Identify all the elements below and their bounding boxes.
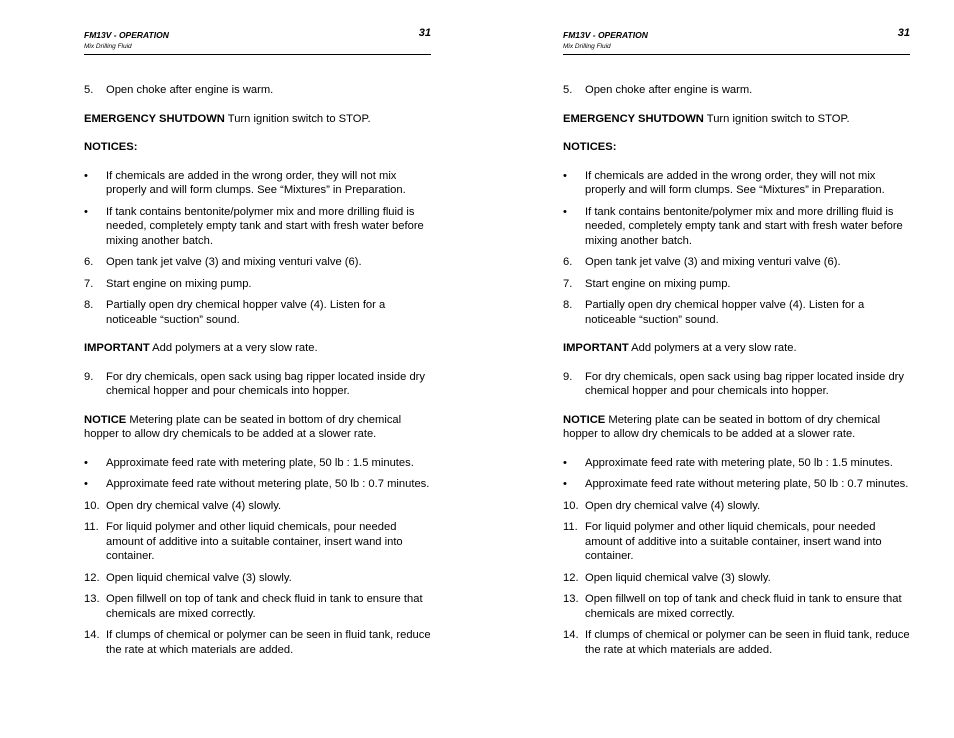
bullet-text: Approximate feed rate without metering plate, 50 lb : 0.7 minutes. — [106, 478, 430, 490]
bullet-marker: • — [84, 456, 88, 469]
step-8 — [84, 298, 434, 327]
step-text: Partially open dry chemical hopper valve (4). Listen for a noticeable “suction” sound. — [106, 299, 386, 326]
important-note — [563, 341, 913, 356]
step-7 — [84, 277, 434, 292]
step-text: Open tank jet valve (3) and mixing venturi valve (6). — [585, 256, 841, 268]
header-title: FM13V - OPERATION — [84, 30, 169, 40]
feed-rate-bullet-2 — [563, 477, 913, 492]
bullet-text: Approximate feed rate with metering plate, 50 lb : 1.5 minutes. — [585, 456, 893, 469]
emergency-shutdown-note — [563, 112, 913, 127]
step-marker: 10. — [84, 499, 100, 512]
important-label: IMPORTANT — [84, 342, 150, 354]
step-12 — [563, 571, 913, 586]
step-5 — [563, 83, 913, 98]
step-14 — [84, 628, 434, 657]
step-12 — [84, 571, 434, 586]
feed-rate-bullet-1 — [84, 456, 434, 471]
notice-text: Metering plate can be seated in bottom of dry chemical hopper to allow dry chemicals to be added at a slower rate. — [84, 413, 402, 440]
notice-bullet-2 — [563, 205, 913, 249]
step-5 — [84, 83, 434, 98]
bullet-text: If tank contains bentonite/polymer mix and more drilling fluid is needed, completely empty tank and start with fresh water before mixing another batch. — [585, 205, 903, 247]
step-text: Open liquid chemical valve (3) slowly. — [585, 571, 771, 584]
step-8 — [563, 298, 913, 327]
bullet-text: Approximate feed rate with metering plate, 50 lb : 1.5 minutes. — [106, 456, 414, 469]
bullet-marker: • — [84, 205, 88, 218]
bullet-marker: • — [563, 478, 567, 490]
page-content — [84, 83, 434, 657]
important-note — [84, 341, 434, 356]
header-subtitle: Mix Drilling Fluid — [563, 43, 611, 50]
bullet-marker: • — [563, 169, 567, 182]
page-header — [84, 0, 431, 55]
step-text: Open choke after engine is warm. — [106, 84, 274, 96]
step-marker: 12. — [84, 571, 100, 584]
emergency-text: Turn ignition switch to STOP. — [703, 112, 850, 125]
step-10 — [84, 499, 434, 514]
emergency-shutdown-note — [84, 112, 434, 127]
notices-heading: NOTICES: — [84, 141, 138, 153]
metering-notice — [84, 413, 434, 442]
page-content — [563, 83, 913, 657]
step-text: Open choke after engine is warm. — [585, 84, 753, 96]
step-9 — [563, 370, 913, 399]
step-text: For dry chemicals, open sack using bag ripper located inside dry chemical hopper and pour chemicals into hopper. — [585, 370, 905, 397]
step-text: For liquid polymer and other liquid chemicals, pour needed amount of additive into a suitable container, insert wand into container. — [585, 521, 882, 562]
notice-label: NOTICE — [563, 413, 606, 426]
important-label: IMPORTANT — [563, 342, 629, 354]
step-14 — [563, 628, 913, 657]
step-marker: 8. — [84, 299, 94, 311]
emergency-text: Turn ignition switch to STOP. — [224, 112, 371, 125]
feed-rate-bullet-1 — [563, 456, 913, 471]
step-marker: 6. — [84, 256, 94, 268]
step-text: Start engine on mixing pump. — [585, 277, 731, 290]
bullet-text: If tank contains bentonite/polymer mix and more drilling fluid is needed, completely empty tank and start with fresh water before mixing another batch. — [106, 205, 424, 247]
header-subtitle: Mix Drilling Fluid — [84, 43, 132, 50]
bullet-text: Approximate feed rate without metering plate, 50 lb : 0.7 minutes. — [585, 478, 909, 490]
notice-bullet-1 — [84, 169, 434, 198]
step-10 — [563, 499, 913, 514]
step-marker: 5. — [563, 84, 573, 96]
step-marker: 6. — [563, 256, 573, 268]
feed-rate-bullet-2 — [84, 477, 434, 492]
step-marker: 11. — [84, 521, 99, 533]
step-marker: 9. — [563, 370, 573, 383]
step-11 — [84, 520, 434, 564]
step-marker: 12. — [563, 571, 579, 584]
step-text: For dry chemicals, open sack using bag ripper located inside dry chemical hopper and pour chemicals into hopper. — [106, 370, 426, 397]
step-7 — [563, 277, 913, 292]
header-title: FM13V - OPERATION — [563, 30, 648, 40]
bullet-text: If chemicals are added in the wrong order, they will not mix properly and will form clumps. See “Mixtures” in Preparation. — [106, 169, 406, 196]
step-marker: 13. — [84, 593, 100, 605]
step-text: Partially open dry chemical hopper valve (4). Listen for a noticeable “suction” sound. — [585, 299, 865, 326]
bullet-marker: • — [84, 169, 88, 182]
bullet-text: If chemicals are added in the wrong order, they will not mix properly and will form clumps. See “Mixtures” in Preparation. — [585, 169, 885, 196]
step-text: If clumps of chemical or polymer can be seen in fluid tank, reduce the rate at which materials are added. — [585, 629, 910, 656]
step-marker: 10. — [563, 499, 579, 512]
important-text: Add polymers at a very slow rate. — [628, 342, 797, 354]
step-marker: 11. — [563, 521, 578, 533]
notice-bullet-2 — [84, 205, 434, 249]
step-text: Start engine on mixing pump. — [106, 277, 252, 290]
emergency-label: EMERGENCY SHUTDOWN — [563, 112, 704, 125]
bullet-marker: • — [563, 456, 567, 469]
step-marker: 13. — [563, 593, 579, 605]
notice-label: NOTICE — [84, 413, 127, 426]
step-text: Open liquid chemical valve (3) slowly. — [106, 571, 292, 584]
step-text: Open dry chemical valve (4) slowly. — [106, 499, 282, 512]
bullet-marker: • — [84, 478, 88, 490]
notices-heading: NOTICES: — [563, 141, 617, 153]
step-text: Open fillwell on top of tank and check fluid in tank to ensure that chemicals are mixed correctly. — [106, 593, 423, 620]
page-number: 31 — [897, 27, 910, 39]
step-marker: 9. — [84, 370, 94, 383]
important-text: Add polymers at a very slow rate. — [149, 342, 318, 354]
step-text: Open dry chemical valve (4) slowly. — [585, 499, 761, 512]
step-11 — [563, 520, 913, 564]
step-marker: 14. — [563, 629, 579, 641]
step-text: For liquid polymer and other liquid chemicals, pour needed amount of additive into a suitable container, insert wand into container. — [106, 521, 403, 562]
step-marker: 8. — [563, 299, 573, 311]
step-6 — [563, 255, 913, 270]
step-6 — [84, 255, 434, 270]
step-marker: 5. — [84, 84, 94, 96]
step-marker: 14. — [84, 629, 100, 641]
step-13 — [84, 592, 434, 621]
manual-page-right — [563, 0, 910, 656]
step-marker: 7. — [563, 277, 573, 290]
manual-page-left — [84, 0, 431, 656]
notice-bullet-1 — [563, 169, 913, 198]
page-number: 31 — [418, 27, 431, 39]
page-header — [563, 0, 910, 55]
step-9 — [84, 370, 434, 399]
bullet-marker: • — [563, 205, 567, 218]
step-text: If clumps of chemical or polymer can be seen in fluid tank, reduce the rate at which materials are added. — [106, 629, 431, 656]
step-text: Open fillwell on top of tank and check fluid in tank to ensure that chemicals are mixed correctly. — [585, 593, 902, 620]
step-marker: 7. — [84, 277, 94, 290]
step-text: Open tank jet valve (3) and mixing venturi valve (6). — [106, 256, 362, 268]
metering-notice — [563, 413, 913, 442]
emergency-label: EMERGENCY SHUTDOWN — [84, 112, 225, 125]
step-13 — [563, 592, 913, 621]
notice-text: Metering plate can be seated in bottom of dry chemical hopper to allow dry chemicals to be added at a slower rate. — [563, 413, 881, 440]
